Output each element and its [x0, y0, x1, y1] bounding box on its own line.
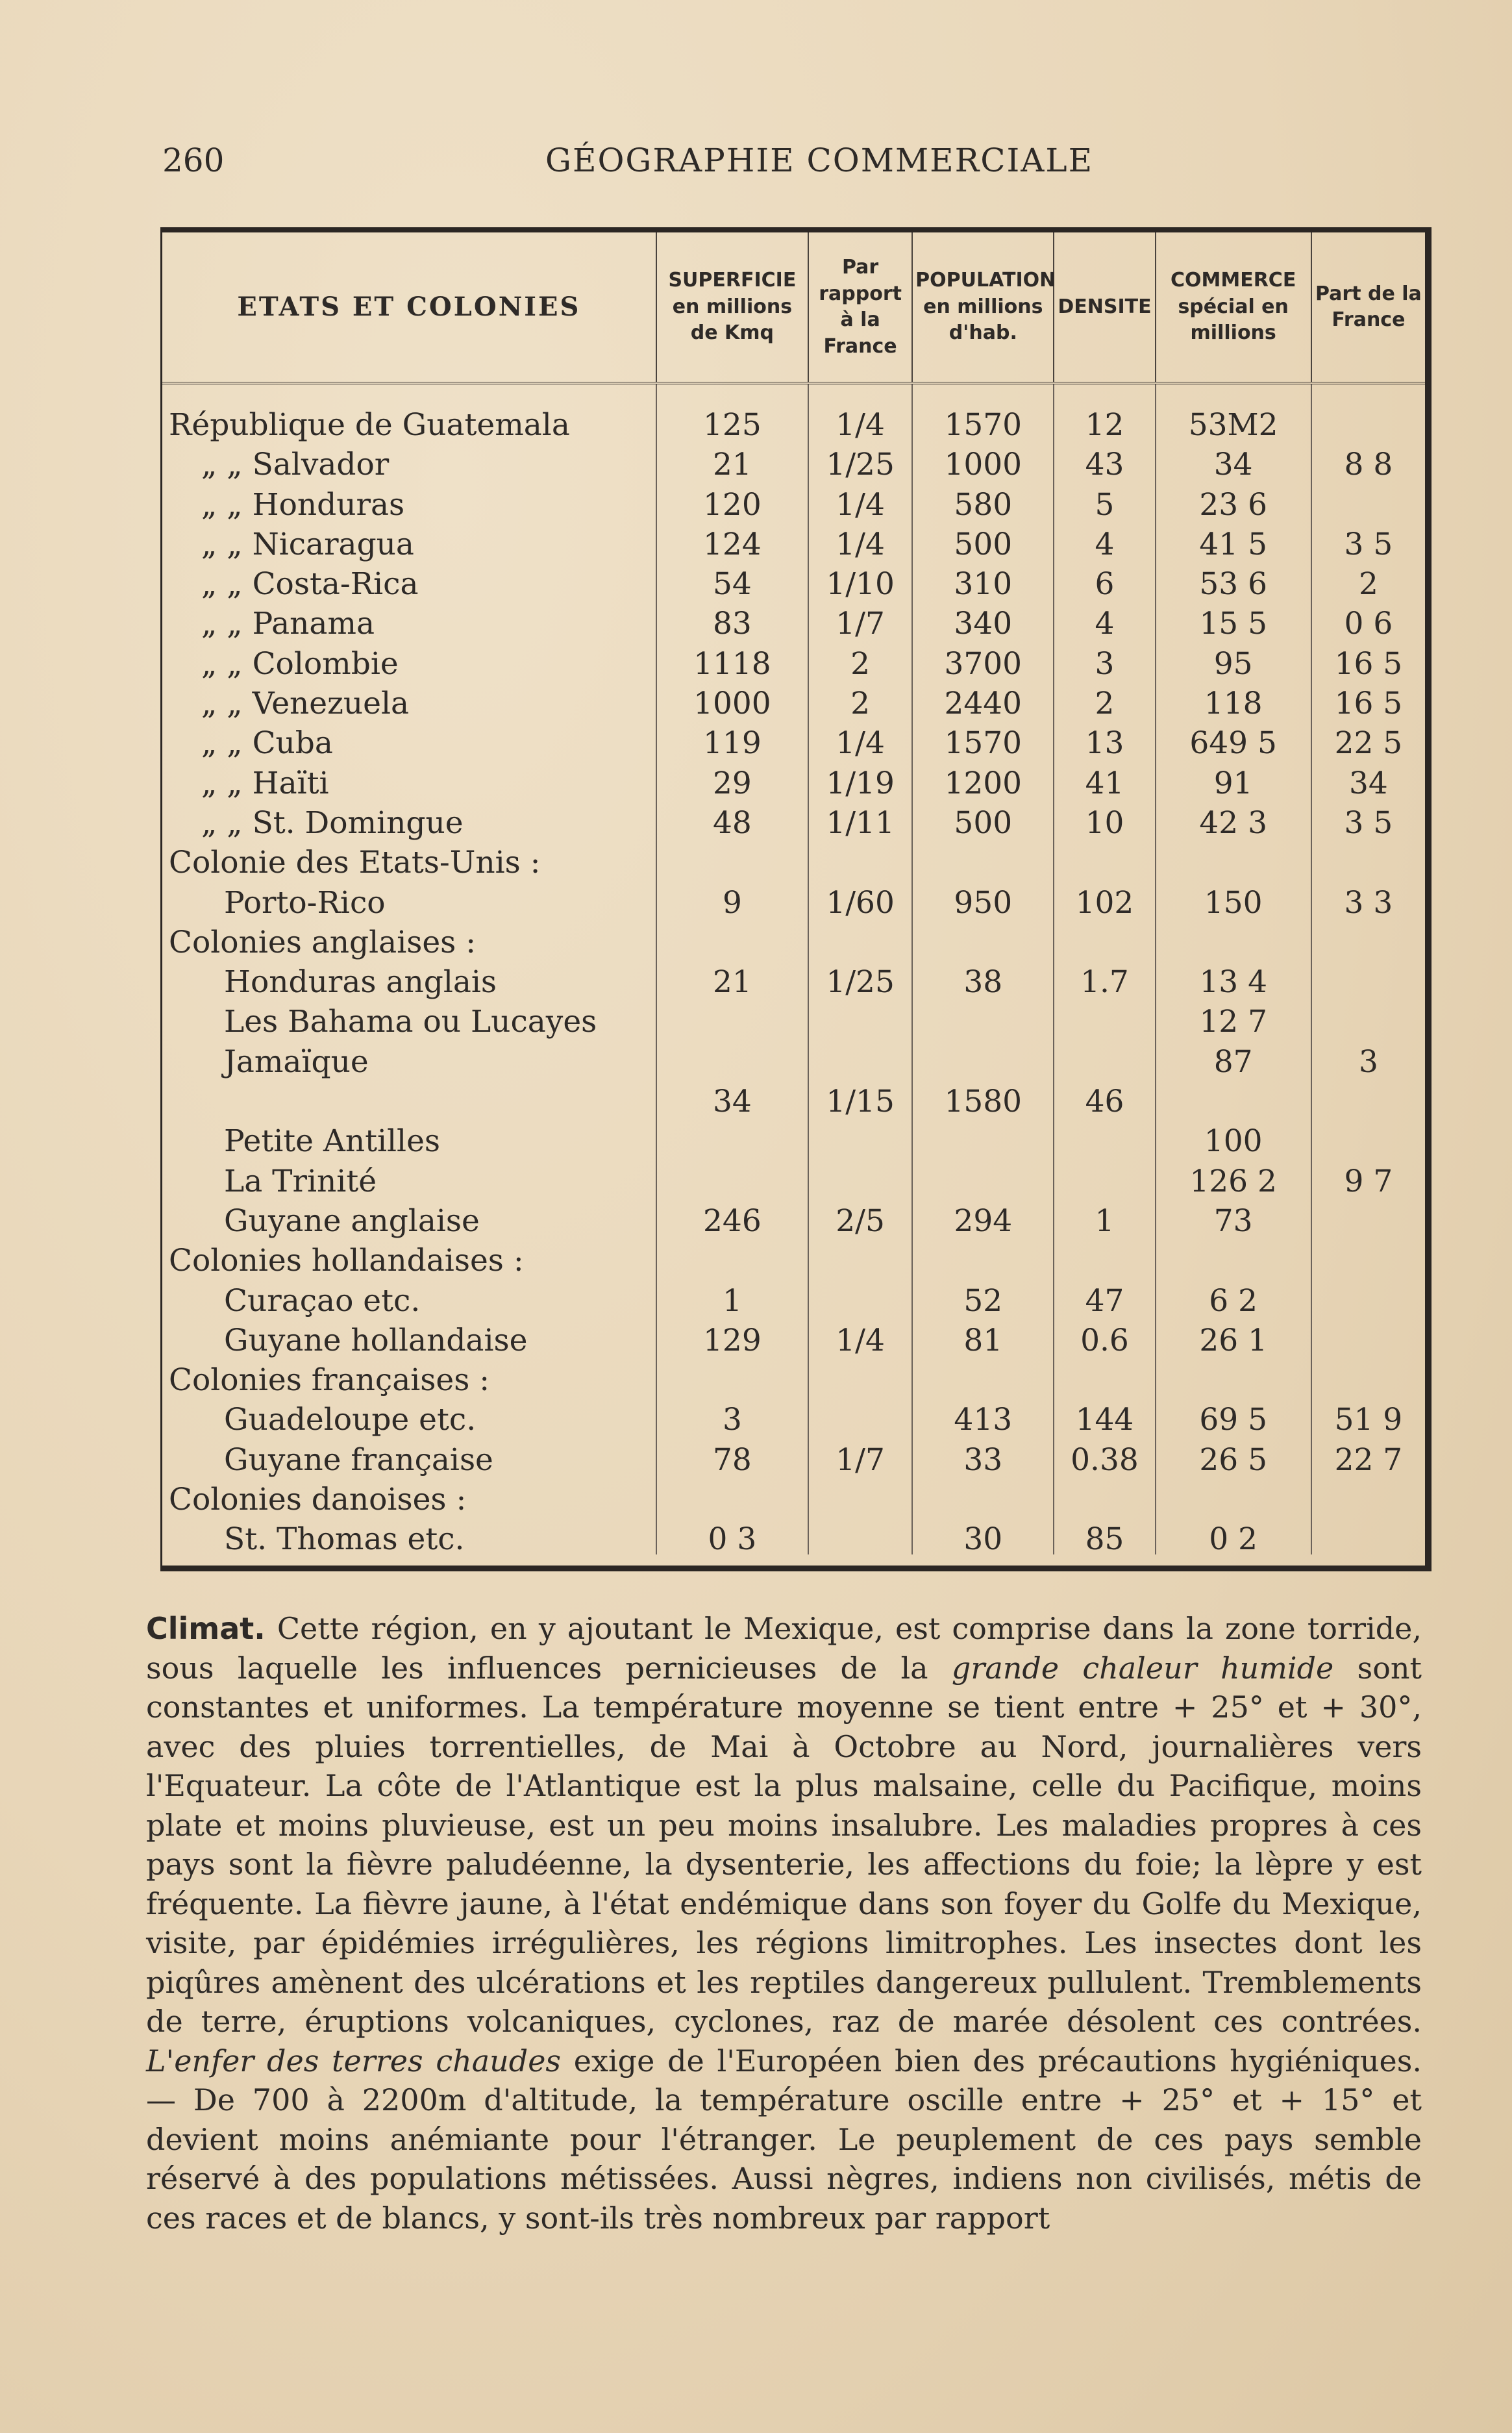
cell-part — [1311, 1356, 1425, 1395]
table-row — [162, 958, 1425, 997]
cell-pop: 1200 — [912, 758, 1054, 798]
climate-paragraph — [146, 1609, 1422, 2238]
cell-comm: 15 5 — [1156, 599, 1311, 639]
cell-part: 3 3 — [1344, 884, 1393, 921]
table-row — [162, 758, 1425, 798]
cell-comm: 0 2 — [1156, 1515, 1311, 1554]
cell-sup: 1118 — [656, 639, 808, 679]
cell-part — [1311, 997, 1425, 1037]
table-row — [162, 1236, 1425, 1276]
cell-dens: 102 — [1054, 878, 1155, 917]
table-row — [162, 1475, 1425, 1515]
cell-part: 16 5 — [1334, 645, 1403, 682]
cell-part: 3 — [1358, 1043, 1378, 1080]
cell-name: „ „ Haïti — [162, 758, 656, 798]
cell-ratio: 2/5 — [808, 1197, 912, 1236]
cell-name: Guyane anglaise — [162, 1197, 656, 1236]
table-row — [162, 878, 1425, 917]
page-number: 260 — [162, 142, 225, 179]
cell-part: 2 — [1358, 566, 1378, 603]
cell-dens: 144 — [1054, 1395, 1155, 1435]
cell-part — [1311, 1515, 1425, 1554]
page-header — [162, 142, 1266, 187]
cell-ratio — [808, 1276, 912, 1316]
table-row — [162, 1276, 1425, 1316]
table-row — [162, 520, 1425, 560]
table-row — [162, 1435, 1425, 1475]
cell-name: Colonies danoises : — [162, 1475, 656, 1515]
cell-comm: 69 5 — [1156, 1395, 1311, 1435]
cell-sup: 120 — [656, 480, 808, 519]
cell-dens: 4 — [1054, 599, 1155, 639]
table-row — [162, 599, 1425, 639]
cell-comm: 73 — [1156, 1197, 1311, 1236]
cell-name: „ „ Salvador — [162, 440, 656, 480]
cell-dens — [1054, 1117, 1155, 1156]
cell-part — [1311, 1236, 1425, 1276]
cell-pop: 33 — [912, 1435, 1054, 1475]
cell-dens — [1054, 1236, 1155, 1276]
cell-dens: 1 — [1054, 1197, 1155, 1236]
cell-comm: 649 5 — [1156, 719, 1311, 758]
cell-ratio: 1/7 — [808, 599, 912, 639]
cell-name: „ „ Venezuela — [162, 679, 656, 719]
cell-sup — [656, 1037, 808, 1077]
column-header: ETATS ET COLONIES — [162, 232, 656, 383]
paragraph-text: sont constantes et uniformes. La température moyenne se tient entre + 25° et + 30°, avec des pluies torrentielles, de Mai à Octobre au Nord, journalières vers l'Equateur. La côte de l'Atlantique est la plus malsaine, celle du Pacifique, moins plate et moins pluvieuse, est un peu moins insalubre. Les maladies propres à ces pays sont la fièvre paludéenne, la dysenterie, les affections du foie; la lèpre y est fréquente. La fièvre jaune, à l'état endémique dans son foyer du Golfe du Mexique, visite, par épidémies irrégulières, les régions limitrophes. Les insectes dont les piqûres amènent des ulcérations et les reptiles dangereux pullulent. Tremblements de terre, éruptions volcaniques, cyclones, raz de marée désolent ces contrées. — [146, 1650, 1422, 2039]
cell-ratio — [808, 918, 912, 958]
cell-pop: 52 — [912, 1276, 1054, 1316]
cell-ratio: 1/4 — [808, 520, 912, 560]
cell-comm — [1156, 1356, 1311, 1395]
cell-ratio: 1/60 — [808, 878, 912, 917]
cell-ratio: 1/4 — [808, 383, 912, 440]
cell-name: Colonies anglaises : — [162, 918, 656, 958]
statistics-table — [160, 227, 1431, 1571]
cell-comm: 42 3 — [1156, 799, 1311, 838]
cell-comm — [1156, 1475, 1311, 1515]
table-row — [162, 997, 1425, 1037]
cell-dens: 41 — [1054, 758, 1155, 798]
cell-ratio — [808, 1395, 912, 1435]
table-row — [162, 1117, 1425, 1156]
cell-part: 0 6 — [1344, 606, 1393, 642]
cell-part: 3 5 — [1344, 526, 1393, 562]
column-header: SUPERFICIE en millions de Kmq — [656, 232, 808, 383]
cell-part: 9 7 — [1344, 1163, 1393, 1199]
cell-name: Colonie des Etats-Unis : — [162, 838, 656, 878]
cell-dens: 10 — [1054, 799, 1155, 838]
cell-comm: 13 4 — [1156, 958, 1311, 997]
cell-name: Honduras anglais — [162, 958, 656, 997]
cell-ratio — [808, 1037, 912, 1077]
table-row — [162, 679, 1425, 719]
cell-ratio: 1/4 — [808, 480, 912, 519]
cell-name: Porto-Rico — [162, 878, 656, 917]
cell-name: Colonies hollandaises : — [162, 1236, 656, 1276]
cell-sup: 1 — [656, 1276, 808, 1316]
cell-dens: 2 — [1054, 679, 1155, 719]
emphasis-text: grande chaleur humide — [951, 1650, 1334, 1686]
cell-comm: 26 1 — [1156, 1316, 1311, 1356]
cell-ratio: 1/15 — [808, 1077, 912, 1117]
cell-pop — [912, 1236, 1054, 1276]
cell-ratio — [808, 1156, 912, 1196]
cell-ratio: 1/25 — [808, 958, 912, 997]
cell-sup: 34 — [656, 1077, 808, 1117]
cell-pop — [912, 1037, 1054, 1077]
emphasis-text: L'enfer des terres chaudes — [146, 2043, 562, 2078]
cell-dens: 85 — [1054, 1515, 1155, 1554]
cell-pop: 950 — [912, 878, 1054, 917]
cell-sup — [656, 1156, 808, 1196]
cell-sup — [656, 918, 808, 958]
cell-sup — [656, 1356, 808, 1395]
cell-sup: 246 — [656, 1197, 808, 1236]
table-header-row — [162, 232, 1425, 383]
cell-part — [1311, 958, 1425, 997]
cell-part — [1311, 1276, 1425, 1316]
table-row — [162, 799, 1425, 838]
cell-name: St. Thomas etc. — [162, 1515, 656, 1554]
cell-comm: 53M2 — [1156, 383, 1311, 440]
cell-sup — [656, 838, 808, 878]
cell-name: „ „ St. Domingue — [162, 799, 656, 838]
cell-dens — [1054, 1356, 1155, 1395]
cell-comm: 91 — [1156, 758, 1311, 798]
cell-pop: 340 — [912, 599, 1054, 639]
column-header: Par rapport à la France — [808, 232, 912, 383]
table-row — [162, 719, 1425, 758]
cell-sup: 21 — [656, 958, 808, 997]
cell-dens: 4 — [1054, 520, 1155, 560]
cell-pop: 1000 — [912, 440, 1054, 480]
cell-sup: 129 — [656, 1316, 808, 1356]
cell-sup — [656, 1475, 808, 1515]
cell-comm: 26 5 — [1156, 1435, 1311, 1475]
table-row — [162, 1515, 1425, 1554]
cell-part — [1311, 1197, 1425, 1236]
cell-ratio: 1/4 — [808, 1316, 912, 1356]
cell-comm: 150 — [1156, 878, 1311, 917]
cell-dens: 1.7 — [1054, 958, 1155, 997]
cell-pop: 1570 — [912, 719, 1054, 758]
cell-ratio: 1/25 — [808, 440, 912, 480]
cell-ratio — [808, 838, 912, 878]
cell-ratio — [808, 1356, 912, 1395]
cell-sup: 78 — [656, 1435, 808, 1475]
cell-dens: 43 — [1054, 440, 1155, 480]
cell-part: 22 5 — [1334, 725, 1403, 762]
paragraph-text: exige de l'Européen bien des précautions hygiéniques. — De 700 à 2200m d'altitude, la température oscille entre + 25° et + 15° et devient moins anémiante pour l'étranger. Le peuplement de ces pays semble réservé à des populations métissées. Aussi nègres, indiens non civilisés, métis de ces races et de blancs, y sont-ils très nombreux par rapport — [146, 2043, 1422, 2236]
cell-comm — [1156, 1077, 1311, 1117]
cell-dens — [1054, 918, 1155, 958]
cell-sup: 83 — [656, 599, 808, 639]
cell-part — [1311, 480, 1425, 519]
cell-name: Les Bahama ou Lucayes — [162, 997, 656, 1037]
cell-dens: 47 — [1054, 1276, 1155, 1316]
cell-part: 22 7 — [1334, 1441, 1403, 1478]
cell-sup — [656, 997, 808, 1037]
cell-name: „ „ Colombie — [162, 639, 656, 679]
section-lead: Climat. — [146, 1611, 266, 1646]
cell-pop: 2440 — [912, 679, 1054, 719]
cell-part — [1311, 1316, 1425, 1356]
cell-name: Curaçao etc. — [162, 1276, 656, 1316]
cell-comm: 126 2 — [1156, 1156, 1311, 1196]
cell-name: République de Guatemala — [162, 383, 656, 440]
cell-sup: 3 — [656, 1395, 808, 1435]
cell-name: „ „ Cuba — [162, 719, 656, 758]
cell-name: Colonies françaises : — [162, 1356, 656, 1395]
cell-part — [1311, 918, 1425, 958]
cell-ratio — [808, 1515, 912, 1554]
table-row — [162, 1356, 1425, 1395]
cell-comm: 118 — [1156, 679, 1311, 719]
cell-name — [162, 1077, 656, 1117]
cell-sup: 29 — [656, 758, 808, 798]
table-row — [162, 639, 1425, 679]
cell-name: „ „ Costa-Rica — [162, 560, 656, 599]
cell-sup: 21 — [656, 440, 808, 480]
cell-comm: 87 — [1156, 1037, 1311, 1077]
cell-sup: 9 — [656, 878, 808, 917]
cell-part: 3 5 — [1344, 805, 1393, 841]
cell-pop — [912, 997, 1054, 1037]
cell-ratio: 1/11 — [808, 799, 912, 838]
cell-name: La Trinité — [162, 1156, 656, 1196]
cell-dens — [1054, 1156, 1155, 1196]
cell-ratio: 1/10 — [808, 560, 912, 599]
cell-pop — [912, 1117, 1054, 1156]
cell-comm: 12 7 — [1156, 997, 1311, 1037]
cell-comm — [1156, 838, 1311, 878]
cell-name: Guyane hollandaise — [162, 1316, 656, 1356]
table-row — [162, 440, 1425, 480]
column-header: COMMERCE spécial en millions — [1156, 232, 1311, 383]
cell-part: 16 5 — [1334, 686, 1403, 722]
cell-pop: 1580 — [912, 1077, 1054, 1117]
cell-name: „ „ Panama — [162, 599, 656, 639]
cell-pop — [912, 918, 1054, 958]
table-row — [162, 1037, 1425, 1077]
cell-name: Jamaïque — [162, 1037, 656, 1077]
cell-part: 8 8 — [1344, 447, 1393, 483]
table-row — [162, 918, 1425, 958]
cell-ratio — [808, 997, 912, 1037]
cell-comm: 95 — [1156, 639, 1311, 679]
cell-name: Guyane française — [162, 1435, 656, 1475]
cell-dens: 0.6 — [1054, 1316, 1155, 1356]
cell-name: Guadeloupe etc. — [162, 1395, 656, 1435]
cell-part — [1311, 1077, 1425, 1117]
cell-pop: 500 — [912, 799, 1054, 838]
cell-ratio — [808, 1236, 912, 1276]
cell-sup: 54 — [656, 560, 808, 599]
cell-dens: 0.38 — [1054, 1435, 1155, 1475]
cell-ratio: 1/4 — [808, 719, 912, 758]
cell-sup: 0 3 — [656, 1515, 808, 1554]
cell-comm: 6 2 — [1156, 1276, 1311, 1316]
cell-sup: 119 — [656, 719, 808, 758]
table-row — [162, 838, 1425, 878]
cell-comm: 34 — [1156, 440, 1311, 480]
cell-ratio: 1/19 — [808, 758, 912, 798]
cell-part — [1311, 383, 1425, 440]
cell-pop: 413 — [912, 1395, 1054, 1435]
cell-pop: 294 — [912, 1197, 1054, 1236]
column-header: Part de la France — [1311, 232, 1425, 383]
cell-dens — [1054, 997, 1155, 1037]
cell-name: „ „ Honduras — [162, 480, 656, 519]
cell-dens: 46 — [1054, 1077, 1155, 1117]
cell-pop — [912, 1356, 1054, 1395]
cell-dens: 13 — [1054, 719, 1155, 758]
cell-dens: 6 — [1054, 560, 1155, 599]
cell-pop: 500 — [912, 520, 1054, 560]
column-header: POPULATION en millions d'hab. — [912, 232, 1054, 383]
cell-part — [1311, 838, 1425, 878]
table-row — [162, 1316, 1425, 1356]
table-row — [162, 560, 1425, 599]
cell-pop: 3700 — [912, 639, 1054, 679]
cell-comm: 100 — [1156, 1117, 1311, 1156]
cell-sup: 48 — [656, 799, 808, 838]
cell-pop: 310 — [912, 560, 1054, 599]
cell-pop: 1570 — [912, 383, 1054, 440]
table-row — [162, 1156, 1425, 1196]
paragraph-text: Cette région, en y ajoutant le Mexique, est comprise dans la zone torride, sous laquelle les influences pernicieuses de la — [146, 1611, 1422, 1686]
cell-dens — [1054, 838, 1155, 878]
table-row — [162, 1077, 1425, 1117]
cell-name: Petite Antilles — [162, 1117, 656, 1156]
table-row — [162, 1395, 1425, 1435]
cell-name: „ „ Nicaragua — [162, 520, 656, 560]
cell-part: 34 — [1348, 765, 1388, 801]
running-title: GÉOGRAPHIE COMMERCIALE — [545, 142, 1094, 179]
cell-ratio: 2 — [808, 639, 912, 679]
cell-pop: 38 — [912, 958, 1054, 997]
cell-ratio — [808, 1475, 912, 1515]
cell-dens — [1054, 1037, 1155, 1077]
cell-comm: 53 6 — [1156, 560, 1311, 599]
cell-sup: 124 — [656, 520, 808, 560]
cell-comm — [1156, 1236, 1311, 1276]
cell-ratio: 2 — [808, 679, 912, 719]
cell-pop — [912, 1475, 1054, 1515]
table-row — [162, 1197, 1425, 1236]
cell-sup — [656, 1117, 808, 1156]
cell-pop — [912, 1156, 1054, 1196]
cell-dens — [1054, 1475, 1155, 1515]
cell-comm — [1156, 918, 1311, 958]
cell-part: 51 9 — [1334, 1402, 1403, 1438]
cell-pop: 30 — [912, 1515, 1054, 1554]
table-row — [162, 480, 1425, 519]
cell-sup: 125 — [656, 383, 808, 440]
cell-comm: 23 6 — [1156, 480, 1311, 519]
cell-dens: 3 — [1054, 639, 1155, 679]
cell-comm: 41 5 — [1156, 520, 1311, 560]
cell-part — [1311, 1475, 1425, 1515]
column-header: DENSITE — [1054, 232, 1155, 383]
cell-part — [1311, 1117, 1425, 1156]
table-row — [162, 383, 1425, 440]
cell-sup: 1000 — [656, 679, 808, 719]
cell-pop: 580 — [912, 480, 1054, 519]
cell-dens: 5 — [1054, 480, 1155, 519]
cell-pop — [912, 838, 1054, 878]
cell-pop: 81 — [912, 1316, 1054, 1356]
cell-dens: 12 — [1054, 383, 1155, 440]
cell-sup — [656, 1236, 808, 1276]
cell-ratio: 1/7 — [808, 1435, 912, 1475]
cell-ratio — [808, 1117, 912, 1156]
